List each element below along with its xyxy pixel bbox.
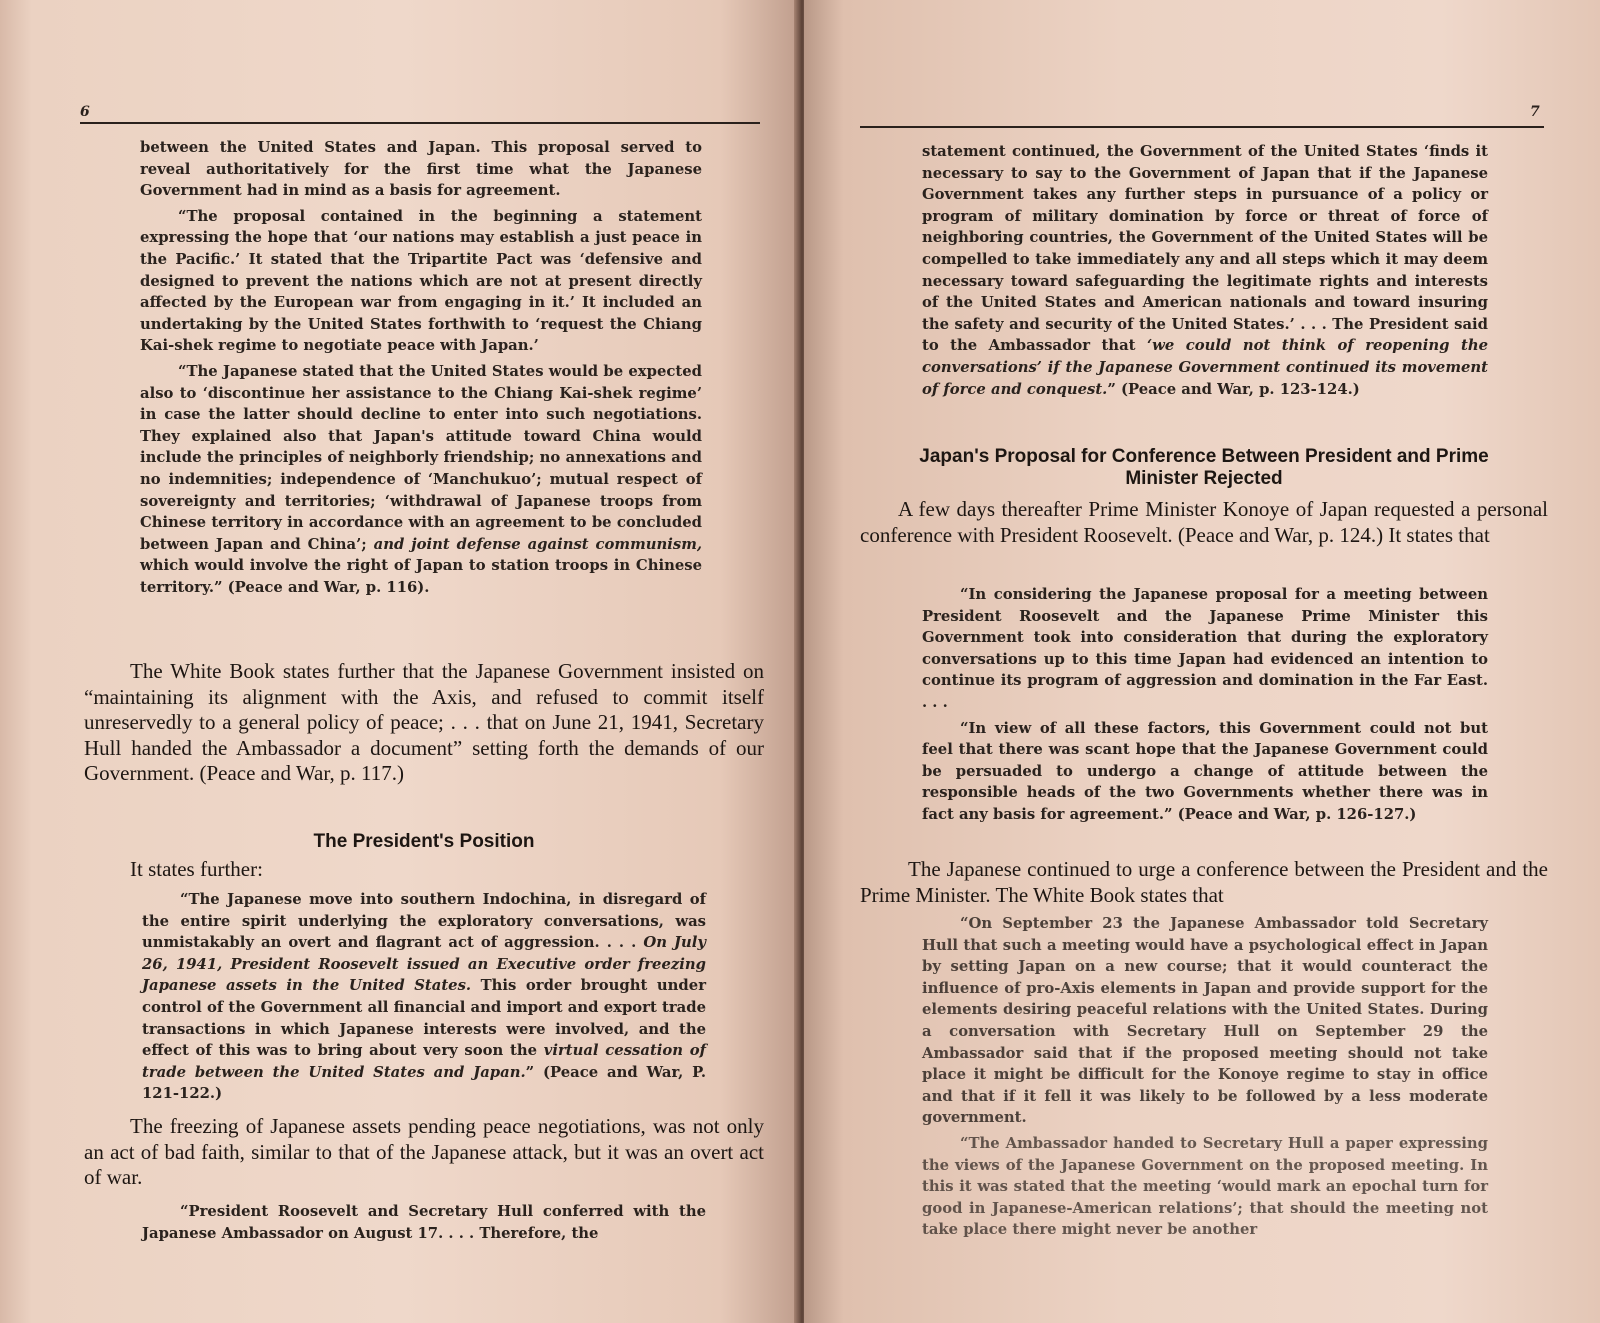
right-quotes-middle	[922, 584, 1488, 826]
quote-italic: On July 26, 1941, President Roosevelt issued an Executive order freezing Japanese assets in the United States.	[142, 934, 706, 995]
freezing-paragraph: The freezing of Japanese assets pending peace negotiations, was not only an act of bad faith, similar to that of the Japanese attack, but it was an overt act of war.	[84, 1114, 764, 1190]
lead-line: It states further:	[130, 857, 263, 881]
quote-indochina	[142, 889, 706, 1105]
right-page	[804, 0, 1600, 1323]
quote-scant-hope: “In view of all these factors, this Government could not but feel that there was scant hope that the Japanese Government could be persuaded to undergo a change of attitude between the responsible heads of the two Governments whether there was in fact any basis for agreement.” (Peace and War, p. 126-127.)	[922, 719, 1488, 823]
quote-ambassador-paper: “The Ambassador handed to Secretary Hull a paper expressing the views of the Japanese Government on the proposed meeting. In this it was stated that the meeting ‘would mark an epochal turn for good in Japanese-American relations’; that should the meeting not take place there might never be another	[922, 1134, 1488, 1239]
section-heading-konoye-proposal: Japan's Proposal for Conference Between President and Prime Minister Rejected	[919, 446, 1489, 489]
quote-september-23: “On September 23 the Japanese Ambassador told Secretary Hull that such a meeting would have a psychological effect in Japan by setting Japan on a new course; that it would counteract the influence of pro-Axis elements in Japan and provide support for the elements desiring peaceful relations with the United States. During a conversation with Secretary Hull on September 29 the Ambassador said that if the proposed meeting should not take place it might be difficult for the Konoye regime to stay in office and that if it fell it was likely to be followed by a less moderate government.	[922, 915, 1488, 1127]
quote-proposal: “The proposal contained in the beginning a statement expressing the hope that ‘our nations may establish a just peace in the Pacific.’ It stated that the Tripartite Pact was ‘defensive and designed to prevent the nations which are not at present directly affected by the European war from engaging in it.’ It included an undertaking by the United States forthwith to ‘request the Chiang Kai-shek regime to negotiate peace with Japan.’	[140, 207, 702, 355]
left-heading-block	[84, 831, 764, 853]
white-book-paragraph: The White Book states further that the Japanese Government insisted on “maintaining its alignment with the Axis, and refused to commit itself unreservedly to a general policy of peace; . . . that on June 21, 1941, Secretary Hull handed the Ambassador a document” setting forth the demands of our Government. (Peace and War, p. 117.)	[84, 659, 764, 786]
quote-text: “The Japanese move into southern Indochina, in disregard of the entire spirit underlying the exploratory conversations, was unmistakably an overt and flagrant act of aggression. . . .	[142, 891, 706, 952]
quote-italic: and joint defense against communism,	[373, 535, 703, 553]
quote-italic: virtual cessation of trade between the United States and Japan.	[142, 1042, 706, 1081]
quote-text: ” (Peace and War, p. 123-124.)	[1107, 380, 1360, 398]
quote-august-17: “President Roosevelt and Secretary Hull conferred with the Japanese Ambassador on August 17. . . . Therefore, the	[142, 1203, 706, 1242]
quote-statement-continued	[922, 141, 1488, 400]
right-body-2	[860, 857, 1548, 908]
left-quotes-top	[140, 137, 702, 598]
quote-text: “The Japanese stated that the United States would be expected also to ‘discontinue her assistance to the Chiang Kai-shek regime’ in case the latter should decline to enter into such negotiations. They explained also that Japan's attitude toward China would include the principles of neighborly friendship; no annexations and no indemnities; independence of ‘Manchukuo’; mutual respect of sovereignty and territories; ‘withdrawal of Japanese troops from Chinese territory in accordance with an agreement to be concluded between Japan and China’;	[140, 362, 702, 553]
quote-text: statement continued, the Government of the United States ‘finds it necessary to say to the Government of Japan that if the Japanese Government takes any further steps in pursuance of a policy or program of military domination by force or threat of force of neighboring countries, the Government of the United States will be compelled to take immediately any and all steps which it may deem necessary toward safeguarding the legitimate rights and interests of the United States and American nationals and toward insuring the safety and security of the United States.’ . . . The President said to the Ambassador that	[922, 143, 1488, 355]
page-number-left: 6	[80, 104, 90, 120]
right-quote-top	[922, 141, 1488, 400]
quote-text: ” (Peace and War, P. 121-122.)	[142, 1063, 706, 1103]
quote-text: This order brought under control of the Government all financial and import and export trade transactions in which Japanese interests were involved, and the effect of this was to bring about very soon the	[142, 977, 706, 1060]
right-heading-block	[904, 446, 1504, 490]
continued-urge-paragraph: The Japanese continued to urge a conference between the President and the Prime Minister. The White Book states that	[860, 857, 1548, 907]
header-rule-right	[860, 126, 1544, 128]
quote-japanese-stated	[140, 361, 702, 599]
page-number-right: 7	[1530, 104, 1540, 120]
quote-italic: ‘we could not think of reopening the conversations’ if the Japanese Government continued its movement of force and conquest.	[922, 337, 1489, 398]
section-heading-presidents-position: The President's Position	[313, 831, 535, 852]
right-quotes-bottom	[922, 913, 1488, 1241]
quote-text: which would involve the right of Japan to station troops in Chinese territory.” (Peace and War, p. 116).	[140, 557, 702, 596]
quote-considering-proposal: “In considering the Japanese proposal for a meeting between President Roosevelt and the Japanese Prime Minister this Government took into consideration that during the exploratory conversations up to this time Japan had evidenced an intention to continue its program of aggression and domination in the Far East. . . .	[922, 586, 1488, 711]
konoye-paragraph: A few days thereafter Prime Minister Konoye of Japan requested a personal conference with President Roosevelt. (Peace and War, p. 124.) It states that	[860, 497, 1548, 547]
right-body-1	[860, 497, 1548, 548]
left-lead-block	[130, 857, 730, 883]
left-quote-bottom	[142, 1201, 706, 1244]
left-body-1	[84, 659, 764, 787]
intro-paragraph: between the United States and Japan. This proposal served to reveal authoritatively for the first time what the Japanese Government had in mind as a basis for agreement.	[140, 139, 702, 200]
header-rule-left	[80, 122, 760, 124]
left-body-2	[84, 1114, 764, 1191]
left-quote-indochina	[142, 889, 706, 1105]
